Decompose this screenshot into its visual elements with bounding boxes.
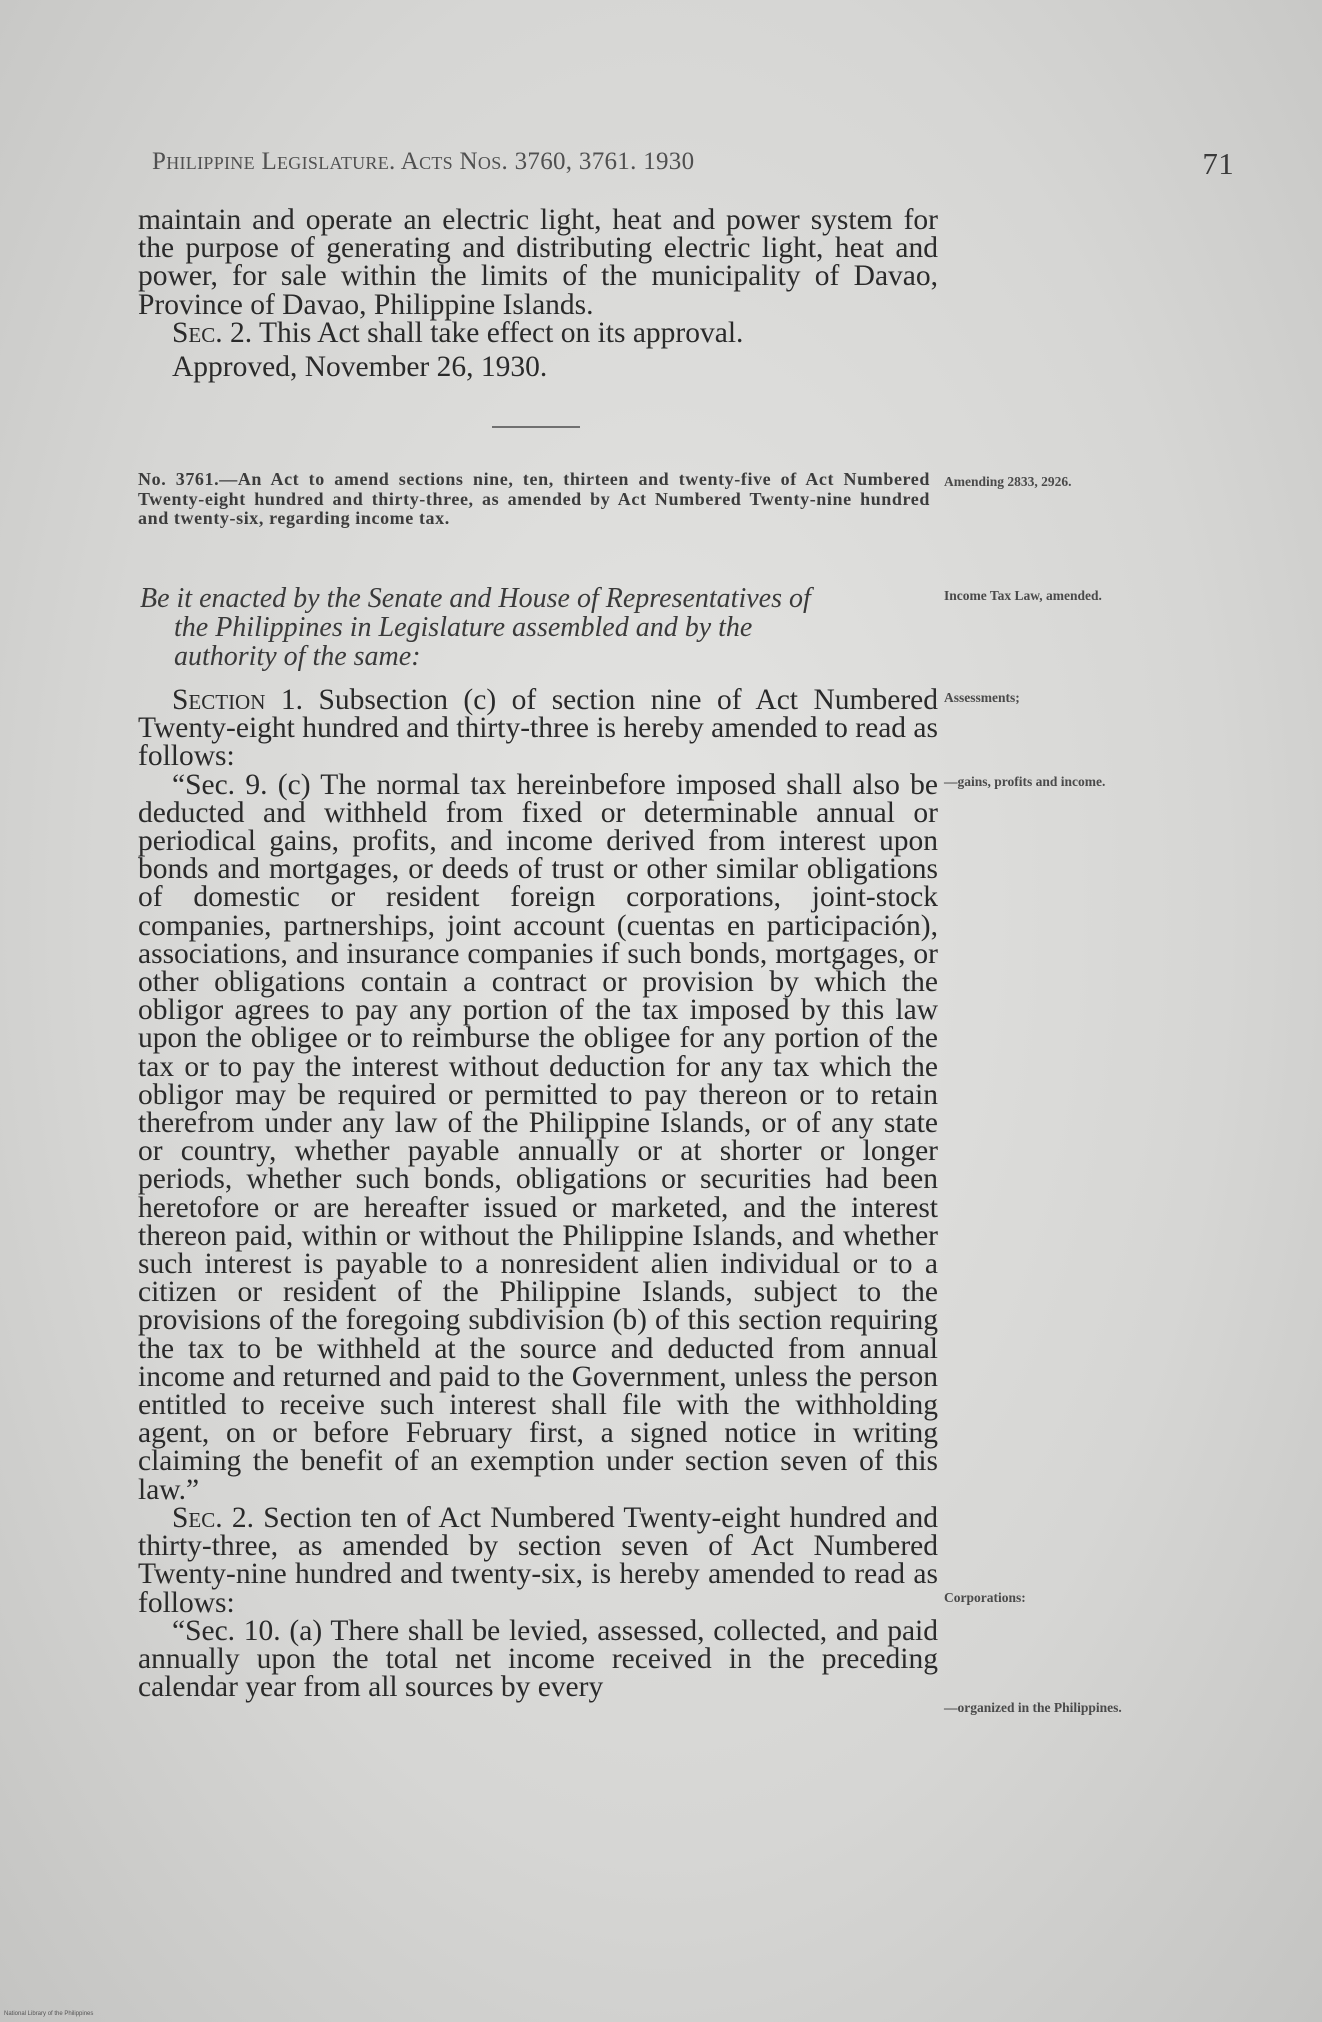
section-divider bbox=[492, 426, 580, 428]
act-title: No. 3761.—An Act to amend sections nine, ten, thirteen and twenty-five of Act Numbered Twenty-eight hundred and thirty-three, as amended by Act Numbered Twenty-nine hundred and twenty-six, regarding income tax. bbox=[138, 469, 930, 528]
margin-note-income-tax: Income Tax Law, amended. bbox=[944, 588, 1102, 603]
approval-line: Approved, November 26, 1930. bbox=[172, 351, 548, 384]
margin-note-gains: —gains, profits and income. bbox=[944, 774, 1106, 789]
section-2-text: Section ten of Act Numbered Twenty-eight hundred and thirty-three, as amended by section seven of Act Numbered Twenty-nine hundred and twenty-six, is hereby amended to read as follows: bbox=[138, 1501, 939, 1619]
act-body bbox=[138, 684, 939, 1704]
enacting-clause bbox=[140, 584, 932, 671]
page-header bbox=[152, 146, 1242, 181]
enacting-line-1: Be it enacted by the Senate and House of Representatives of bbox=[140, 583, 811, 614]
section-2-label: Sec. 2. bbox=[172, 1501, 254, 1534]
page-number: 71 bbox=[1202, 146, 1234, 181]
margin-note-assessments: Assessments; bbox=[944, 690, 1020, 705]
section-1-quote: “Sec. 9. (c) The normal tax hereinbefore imposed shall also be deducted and withheld from fixed or determinable annual or periodical gains, profits, and income derived from interest upon bonds and mortgages, or deeds of trust or other similar obligations of domestic or resident foreign corporations, joint-stock companies, partnerships, joint account (cuentas en participación), associations, and insurance companies if such bonds, mortgages, or other obligations contain a contract or provision by which the obligor agrees to pay any portion of the tax imposed by this law upon the obligee or to reimburse the obligee for any portion of the tax or to pay the interest without deduction for any tax which the obligor may be required or permitted to pay thereon or to retain therefrom under any law of the Philippine Islands, or of any state or country, whether payable annually or at shorter or longer periods, whether such bonds, obligations or securities had been heretofore or are hereafter issued or marketed, and the interest thereon paid, within or without the Philippine Islands, and whether such interest is payable to a nonresident alien individual or to a citizen or resident of the Philippine Islands, subject to the provisions of the foregoing subdivision (b) of this section requiring the tax to be withheld at the source and deducted from annual income and returned and paid to the Government, unless the person entitled to receive such interest shall file with the withholding agent, on or before February first, a signed notice in writing claiming the benefit of an exemption under section seven of this law.” bbox=[138, 768, 938, 1506]
section-1-label: Section 1. bbox=[172, 684, 303, 716]
continuation-text: maintain and operate an electric light, heat and power system for the purpose of generating and distributing electric light, heat and power, for sale within the limits of the municipality of Davao, Province of Davao, Philippine Islands. bbox=[138, 204, 938, 321]
continuation-block bbox=[138, 204, 938, 384]
enacting-line-3: authority of the same: bbox=[174, 641, 421, 672]
enacting-line-2: the Philippines in Legislature assembled and by the bbox=[174, 612, 753, 643]
margin-note-corporations: Corporations: bbox=[944, 1590, 1026, 1605]
running-head: Philippine Legislature. Acts Nos. 3760, 3761. 1930 bbox=[152, 148, 695, 175]
margin-note-organized: —organized in the Philippines. bbox=[944, 1700, 1122, 1715]
section-2-intro bbox=[138, 1501, 939, 1619]
act-3760-section-2 bbox=[138, 316, 938, 349]
section-2-quote: “Sec. 10. (a) There shall be levied, assessed, collected, and paid annually upon the total net income received in the preceding calendar year from all sources by every bbox=[138, 1614, 938, 1704]
section-label: Sec. 2. bbox=[172, 316, 253, 349]
section-1-intro bbox=[138, 686, 938, 771]
margin-note-amending: Amending 2833, 2926. bbox=[944, 474, 1072, 489]
section-1-text: Subsection (c) of section nine of Act Numbered Twenty-eight hundred and thirty-three is hereby amended to read as follows: bbox=[138, 684, 938, 773]
section-text: This Act shall take effect on its approval. bbox=[258, 316, 744, 349]
library-credit: National Library of the Philippines bbox=[4, 2011, 94, 2017]
